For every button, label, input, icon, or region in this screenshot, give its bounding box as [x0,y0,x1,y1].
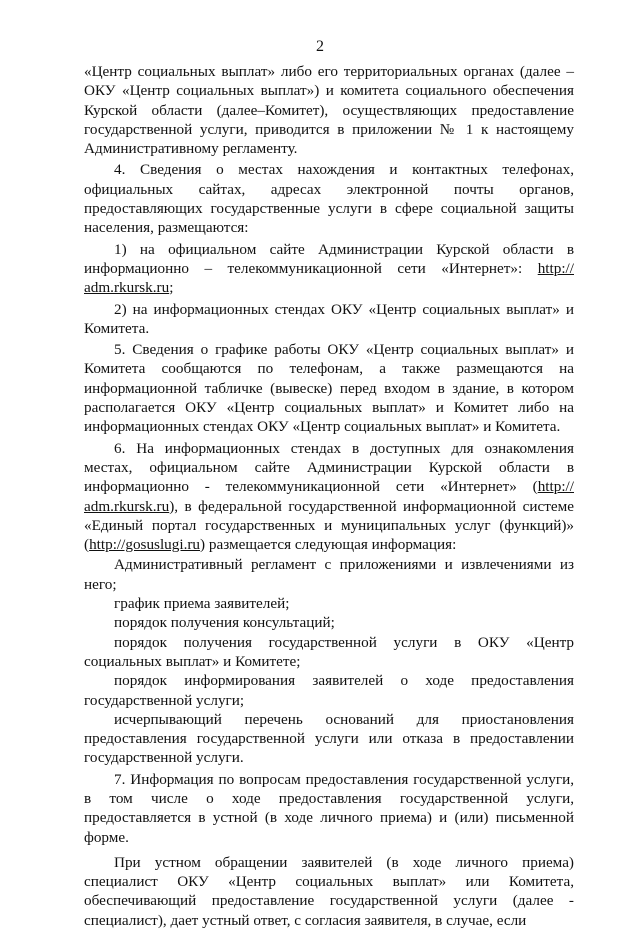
text-line: форме. [84,828,129,846]
text-line: adm.rkursk.ru; [84,279,174,297]
paragraph-p11 [84,671,574,710]
paragraph-p13 [84,770,574,847]
text-line: него; [84,575,117,593]
text-line: 7. Информация по вопросам предоставления государственной услуги, [114,770,574,788]
text-line: информационной табличке (вывеске) перед входом в здание, в котором [84,379,574,397]
text-line: предоставляющих государственные услуги в сфере социальной защиты [84,200,574,218]
text-line: Комитета. [84,319,150,337]
paragraph-p9 [84,613,574,632]
text-line: государственной услуги, приводится в приложении № 1 к настоящему [84,120,574,138]
text-line: в том числе о ходе предоставления государственной услуги, [84,789,574,807]
text-line: 5. Сведения о графике работы ОКУ «Центр социальных выплат» и [114,341,574,359]
text-line: предоставляется в устной (в ходе личного приема) и (или) письменной [84,809,574,827]
page-number: 2 [316,38,324,55]
text-line: порядок получения государственной услуги в ОКУ «Центр [114,633,574,651]
text-line: 6. На информационных стендах в доступных для ознакомления [114,439,574,457]
text-line: 4. Сведения о местах нахождения и контактных телефонах, [114,161,574,179]
text-line: Комитета сообщаются по телефонам, а также размещаются на [84,360,574,378]
paragraph-p1 [84,62,574,158]
text-line: порядок получения консультаций; [114,614,335,632]
paragraph-p5 [84,340,574,436]
text-line: специалист ОКУ «Центр социальных выплат» или Комитета, [84,873,574,891]
text-line: информационных стендах ОКУ «Центр социальных выплат» и Комитета. [84,418,561,436]
text-line: предоставления государственной услуги или отказа в предоставлении [84,730,574,748]
text-line: информационно – телекоммуникационной сети «Интернет»: http:// [84,259,574,277]
paragraph-p14 [84,853,574,930]
paragraph-p7 [84,555,574,594]
text-line: государственной услуги. [84,749,244,767]
text-line: исчерпывающий перечень оснований для приостановления [114,710,574,728]
text-line: обеспечивающий предоставление государственной услуги (далее - [84,892,574,910]
paragraph-p4 [84,300,574,339]
text-line: Административный регламент с приложениями и извлечениями из [114,556,574,574]
text-line: порядок информирования заявителей о ходе предоставления [114,672,574,690]
text-line: Административному регламенту. [84,140,298,158]
paragraph-p2 [84,160,574,237]
paragraph-p3 [84,240,574,298]
paragraph-p6 [84,439,574,555]
text-line: При устном обращении заявителей (в ходе личного приема) [114,853,574,871]
text-line: Курской области (далее–Комитет), осуществляющих предоставление [84,101,574,119]
paragraph-p12 [84,710,574,768]
text-line: «Центр социальных выплат» либо его территориальных органах (далее – [84,63,574,80]
text-line: социальных выплат» и Комитете; [84,652,301,670]
text-line: государственной услуги; [84,691,245,709]
text-line: населения, размещаются: [84,219,249,237]
text-line: adm.rkursk.ru), в федеральной государственной информационной системе [84,497,574,515]
text-line: ОКУ «Центр социальных выплат») и комитета социального обеспечения [84,82,574,100]
text-line: график приема заявителей; [114,595,290,613]
text-line: местах, официальном сайте Администрации Курской области в [84,458,574,476]
text-line: специалист), дает устный ответ, с согласия заявителя, в случае, если [84,911,527,929]
text-line: 2) на информационных стендах ОКУ «Центр социальных выплат» и [114,300,574,318]
text-line: «Единый портал государственных и муниципальных услуг (функций)» [84,516,574,534]
text-line: 1) на официальном сайте Администрации Курской области в [114,240,574,258]
text-line: (http://gosuslugi.ru) размещается следующая информация: [84,536,457,554]
paragraph-p8 [84,594,574,613]
paragraph-p10 [84,633,574,672]
text-line: официальных сайтах, адресах электронной почты органов, [84,180,574,198]
text-line: располагается ОКУ «Центр социальных выплат» и Комитет либо на [84,399,574,417]
document-body [84,62,574,930]
text-line: информационно - телекоммуникационной сети «Интернет» (http:// [84,478,574,496]
